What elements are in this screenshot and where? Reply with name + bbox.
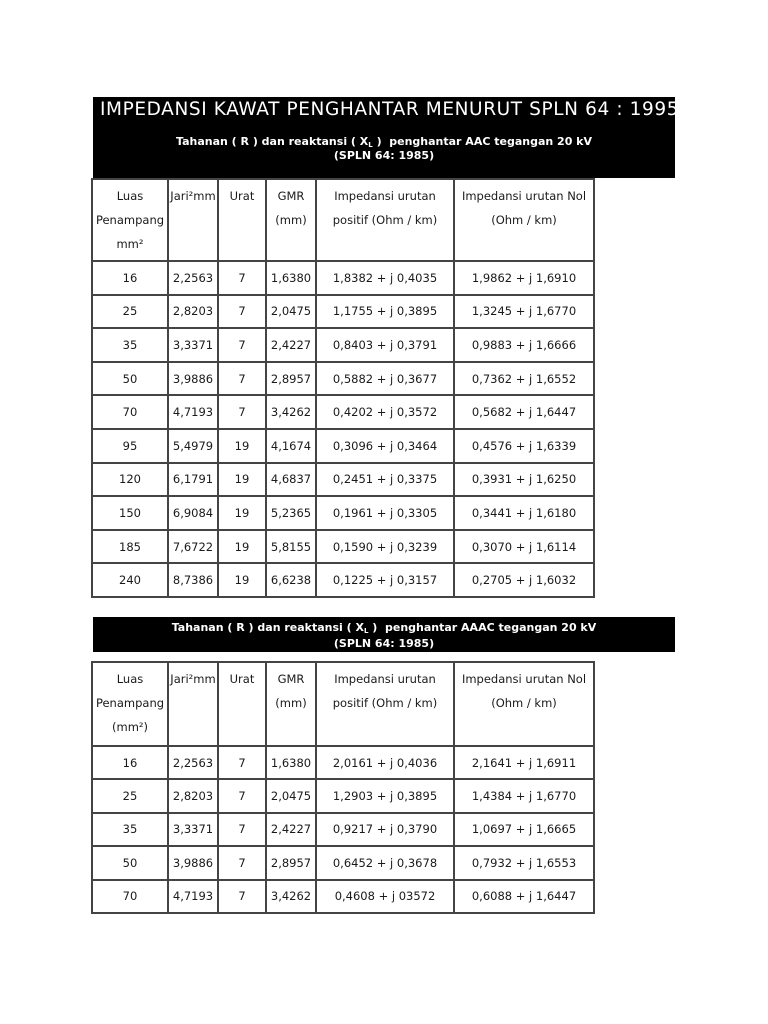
- header-line: Impedansi urutan Nol: [461, 189, 587, 203]
- cell-gmr: 1,6380: [266, 261, 316, 295]
- cell-urat: 7: [218, 395, 266, 429]
- cell-luas: 120: [92, 463, 168, 497]
- cell-gmr: 2,8957: [266, 846, 316, 879]
- cell-jari: 3,9886: [168, 362, 218, 396]
- cell-luas: 25: [92, 295, 168, 329]
- cell-jari: 2,2563: [168, 746, 218, 779]
- cell-nol: 2,1641 + j 1,6911: [454, 746, 594, 779]
- cell-urat: 7: [218, 813, 266, 846]
- header-line: Penampang: [95, 696, 165, 710]
- cell-jari: 3,3371: [168, 813, 218, 846]
- cell-urat: 19: [218, 496, 266, 530]
- cell-urat: 7: [218, 295, 266, 329]
- cell-gmr: 2,0475: [266, 779, 316, 812]
- header-nol: [454, 179, 594, 261]
- table-row: [92, 328, 594, 362]
- cell-urat: 7: [218, 261, 266, 295]
- cell-nol: 1,0697 + j 1,6665: [454, 813, 594, 846]
- cell-nol: 0,3070 + j 1,6114: [454, 530, 594, 564]
- cell-urat: 7: [218, 846, 266, 879]
- aaac-impedance-table: [91, 661, 595, 914]
- header-line: Luas: [116, 189, 144, 203]
- cell-jari: 3,9886: [168, 846, 218, 879]
- cell-urat: 7: [218, 362, 266, 396]
- cell-nol: 0,9883 + j 1,6666: [454, 328, 594, 362]
- cell-nol: 0,3441 + j 1,6180: [454, 496, 594, 530]
- cell-positif: 0,5882 + j 0,3677: [316, 362, 454, 396]
- table-row: [92, 530, 594, 564]
- table2-caption-standard: (SPLN 64: 1985): [333, 637, 435, 650]
- cell-jari: 7,6722: [168, 530, 218, 564]
- cell-luas: 16: [92, 261, 168, 295]
- table-row: [92, 563, 594, 597]
- cell-luas: 150: [92, 496, 168, 530]
- cell-nol: 0,3931 + j 1,6250: [454, 463, 594, 497]
- header-line: GMR: [277, 672, 305, 686]
- cell-gmr: 5,8155: [266, 530, 316, 564]
- cell-urat: 7: [218, 328, 266, 362]
- header-line: GMR: [277, 189, 305, 203]
- cell-jari: 6,9084: [168, 496, 218, 530]
- cell-luas: 50: [92, 362, 168, 396]
- cell-gmr: 2,4227: [266, 813, 316, 846]
- cell-positif: 0,4202 + j 0,3572: [316, 395, 454, 429]
- cell-jari: 2,2563: [168, 261, 218, 295]
- table-header-row: [92, 662, 594, 746]
- header-urat: [218, 179, 266, 261]
- cell-jari: 5,4979: [168, 429, 218, 463]
- table-row: [92, 362, 594, 396]
- cell-luas: 35: [92, 328, 168, 362]
- cell-gmr: 3,4262: [266, 880, 316, 913]
- table-row: [92, 295, 594, 329]
- cell-jari: 6,1791: [168, 463, 218, 497]
- cell-gmr: 4,6837: [266, 463, 316, 497]
- cell-nol: 0,6088 + j 1,6447: [454, 880, 594, 913]
- cell-nol: 0,5682 + j 1,6447: [454, 395, 594, 429]
- header-band: [93, 97, 680, 178]
- header-line: Impedansi urutan Nol: [461, 672, 587, 686]
- cell-positif: 2,0161 + j 0,4036: [316, 746, 454, 779]
- cell-jari: 2,8203: [168, 295, 218, 329]
- header-gmr: [266, 179, 316, 261]
- cell-urat: 19: [218, 429, 266, 463]
- cell-luas: 185: [92, 530, 168, 564]
- header-line: (mm): [275, 696, 307, 710]
- cell-positif: 0,2451 + j 0,3375: [316, 463, 454, 497]
- cell-nol: 0,4576 + j 1,6339: [454, 429, 594, 463]
- header-line: Jari²mm: [170, 189, 216, 203]
- cell-positif: 1,8382 + j 0,4035: [316, 261, 454, 295]
- header-luas: [92, 662, 168, 746]
- header-gmr: [266, 662, 316, 746]
- cell-luas: 25: [92, 779, 168, 812]
- table-row: [92, 880, 594, 913]
- cell-positif: 0,3096 + j 0,3464: [316, 429, 454, 463]
- cell-nol: 1,3245 + j 1,6770: [454, 295, 594, 329]
- cell-nol: 0,7932 + j 1,6553: [454, 846, 594, 879]
- cell-luas: 50: [92, 846, 168, 879]
- header-positif: [316, 179, 454, 261]
- header-line: (mm²): [112, 720, 148, 734]
- cell-jari: 3,3371: [168, 328, 218, 362]
- cell-gmr: 4,1674: [266, 429, 316, 463]
- header-line: Luas: [116, 672, 144, 686]
- cell-positif: 0,6452 + j 0,3678: [316, 846, 454, 879]
- cell-positif: 0,1590 + j 0,3239: [316, 530, 454, 564]
- header-line: (Ohm / km): [491, 696, 557, 710]
- page-title: IMPEDANSI KAWAT PENGHANTAR MENURUT SPLN 64 : 1995: [100, 99, 680, 120]
- cell-urat: 19: [218, 463, 266, 497]
- cell-gmr: 2,0475: [266, 295, 316, 329]
- table-row: [92, 463, 594, 497]
- cell-positif: 0,1225 + j 0,3157: [316, 563, 454, 597]
- cell-gmr: 1,6380: [266, 746, 316, 779]
- table2-caption: Tahanan ( R ) dan reaktansi ( $X_L$ ) penghantar AAAC tegangan 20 kV: [171, 621, 597, 635]
- cell-jari: 4,7193: [168, 395, 218, 429]
- table-header-row: [92, 179, 594, 261]
- table-row: [92, 746, 594, 779]
- header-luas: [92, 179, 168, 261]
- cell-gmr: 5,2365: [266, 496, 316, 530]
- cell-luas: 240: [92, 563, 168, 597]
- cell-nol: 1,9862 + j 1,6910: [454, 261, 594, 295]
- cell-gmr: 2,8957: [266, 362, 316, 396]
- cell-nol: 0,2705 + j 1,6032: [454, 563, 594, 597]
- header-line: mm²: [116, 237, 144, 251]
- cell-jari: 2,8203: [168, 779, 218, 812]
- cell-jari: 8,7386: [168, 563, 218, 597]
- cell-luas: 70: [92, 880, 168, 913]
- cell-gmr: 3,4262: [266, 395, 316, 429]
- cell-luas: 70: [92, 395, 168, 429]
- table-row: [92, 261, 594, 295]
- aac-impedance-table: [91, 178, 595, 598]
- table-row: [92, 813, 594, 846]
- header-urat: [218, 662, 266, 746]
- cell-luas: 16: [92, 746, 168, 779]
- header-line: Impedansi urutan: [334, 672, 436, 686]
- header-line: (Ohm / km): [491, 213, 557, 227]
- cell-urat: 7: [218, 880, 266, 913]
- header-line: Urat: [229, 672, 255, 686]
- header-line: Penampang: [95, 213, 165, 227]
- header-jari: [168, 662, 218, 746]
- cell-positif: 0,4608 + j 03572: [316, 880, 454, 913]
- header-line: (mm): [275, 213, 307, 227]
- cell-urat: 7: [218, 746, 266, 779]
- table-row: [92, 846, 594, 879]
- cell-positif: 0,9217 + j 0,3790: [316, 813, 454, 846]
- cell-jari: 4,7193: [168, 880, 218, 913]
- cell-urat: 7: [218, 779, 266, 812]
- table1-caption: Tahanan ( R ) dan reaktansi ( $X_L$ ) penghantar AAC tegangan 20 kV: [175, 135, 593, 149]
- header-line: Urat: [229, 189, 255, 203]
- table1-caption-standard: (SPLN 64: 1985): [333, 149, 435, 162]
- table-row: [92, 496, 594, 530]
- cell-urat: 19: [218, 530, 266, 564]
- cell-positif: 1,1755 + j 0,3895: [316, 295, 454, 329]
- cell-luas: 95: [92, 429, 168, 463]
- header-nol: [454, 662, 594, 746]
- header-positif: [316, 662, 454, 746]
- header-line: Jari²mm: [170, 672, 216, 686]
- table2-caption-band: [93, 617, 675, 652]
- cell-gmr: 6,6238: [266, 563, 316, 597]
- table-row: [92, 395, 594, 429]
- cell-urat: 19: [218, 563, 266, 597]
- cell-gmr: 2,4227: [266, 328, 316, 362]
- cell-luas: 35: [92, 813, 168, 846]
- table-row: [92, 779, 594, 812]
- cell-nol: 0,7362 + j 1,6552: [454, 362, 594, 396]
- table-row: [92, 429, 594, 463]
- header-line: Impedansi urutan: [334, 189, 436, 203]
- header-line: positif (Ohm / km): [332, 696, 438, 710]
- header-jari: [168, 179, 218, 261]
- cell-positif: 0,1961 + j 0,3305: [316, 496, 454, 530]
- cell-positif: 0,8403 + j 0,3791: [316, 328, 454, 362]
- cell-nol: 1,4384 + j 1,6770: [454, 779, 594, 812]
- cell-positif: 1,2903 + j 0,3895: [316, 779, 454, 812]
- header-line: positif (Ohm / km): [332, 213, 438, 227]
